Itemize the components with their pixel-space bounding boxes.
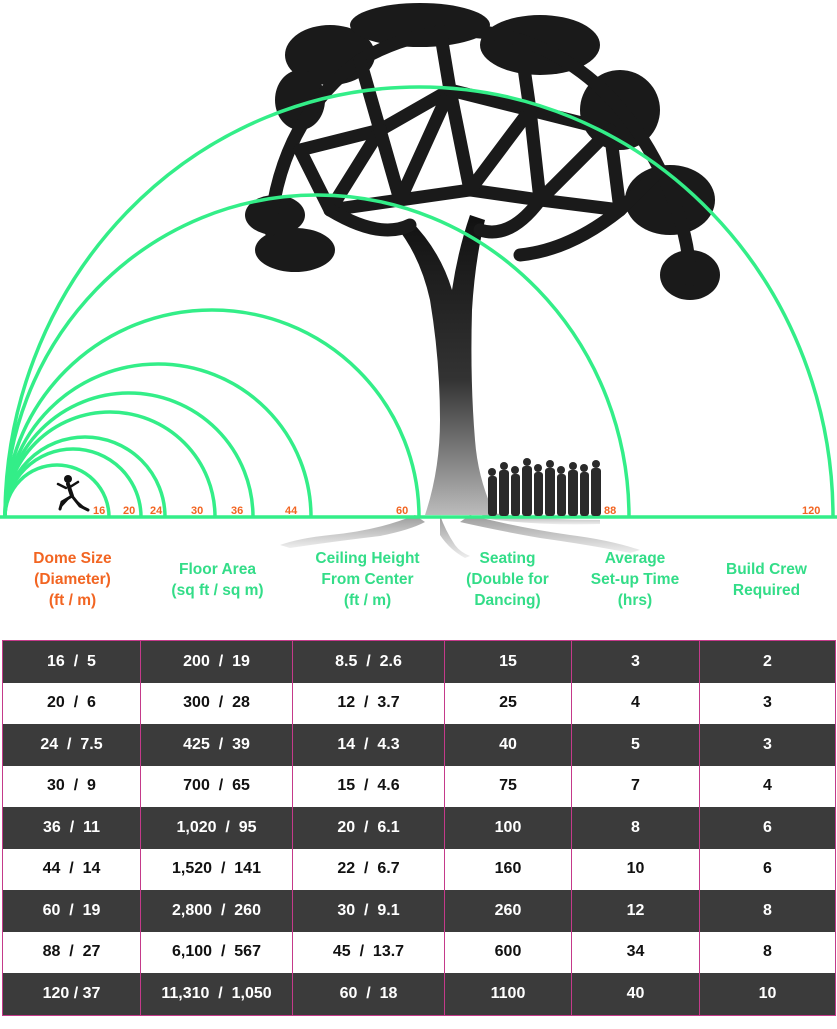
header-line: (Double for [466, 571, 549, 588]
table-cell: 34 [572, 932, 700, 974]
dome-label-30: 30 [191, 505, 204, 517]
table-cell: 24 / 7.5 [3, 724, 141, 766]
table-cell: 160 [445, 849, 572, 891]
table-cell: 6,100 / 567 [141, 932, 293, 974]
header-seating [445, 548, 570, 611]
column-headers [0, 548, 837, 628]
table-row [3, 807, 836, 849]
table-cell: 40 [572, 973, 700, 1015]
table-cell: 4 [572, 683, 700, 725]
table-cell: 10 [700, 973, 836, 1015]
running-person-silhouette [58, 475, 88, 510]
header-line: Ceiling Height [315, 550, 420, 567]
table-cell: 15 [445, 641, 572, 683]
dome-arc-30 [5, 412, 215, 517]
dome-label-20: 20 [123, 505, 136, 517]
table-cell: 44 / 14 [3, 849, 141, 891]
header-line: Set-up Time [590, 571, 680, 588]
header-line: (Diameter) [34, 571, 111, 588]
header-line: (ft / m) [343, 592, 392, 609]
table-cell: 7 [572, 766, 700, 808]
dome-specs-table [2, 640, 836, 1016]
table-row [3, 724, 836, 766]
table-cell: 30 / 9 [3, 766, 141, 808]
table-cell: 3 [700, 724, 836, 766]
header-line: Floor Area [179, 561, 256, 578]
table-cell: 88 / 27 [3, 932, 141, 974]
dome-arc-20 [5, 449, 141, 517]
header-line: Dancing) [474, 592, 541, 609]
dome-label-16: 16 [93, 505, 106, 517]
header-line: Required [732, 582, 801, 599]
header-build-crew [700, 559, 833, 601]
table-cell: 1100 [445, 973, 572, 1015]
table-cell: 16 / 5 [3, 641, 141, 683]
table-cell: 11,310 / 1,050 [141, 973, 293, 1015]
table-cell: 1,520 / 141 [141, 849, 293, 891]
table-cell: 25 [445, 683, 572, 725]
table-cell: 36 / 11 [3, 807, 141, 849]
table-cell: 3 [700, 683, 836, 725]
table-cell: 14 / 4.3 [293, 724, 445, 766]
table-cell: 15 / 4.6 [293, 766, 445, 808]
table-row [3, 890, 836, 932]
dome-label-88: 88 [604, 505, 617, 517]
header-line: (ft / m) [48, 592, 97, 609]
header-line: (hrs) [617, 592, 653, 609]
table-cell: 60 / 18 [293, 973, 445, 1015]
table-cell: 700 / 65 [141, 766, 293, 808]
header-line: Dome Size [33, 550, 112, 567]
header-floor-area [145, 559, 290, 601]
table-cell: 12 [572, 890, 700, 932]
table-cell: 100 [445, 807, 572, 849]
table-cell: 8 [700, 932, 836, 974]
header-dome-size [0, 548, 145, 611]
header-line: Seating [479, 550, 536, 567]
table-row [3, 641, 836, 683]
table-cell: 200 / 19 [141, 641, 293, 683]
crowd-silhouette [488, 458, 601, 516]
dome-label-120: 120 [802, 505, 821, 517]
table-cell: 260 [445, 890, 572, 932]
dome-label-44: 44 [285, 505, 298, 517]
table-cell: 1,020 / 95 [141, 807, 293, 849]
table-cell: 3 [572, 641, 700, 683]
table-row [3, 973, 836, 1015]
table-cell: 4 [700, 766, 836, 808]
tree-trunk [395, 215, 495, 515]
table-cell: 8.5 / 2.6 [293, 641, 445, 683]
table-cell: 75 [445, 766, 572, 808]
table-cell: 8 [572, 807, 700, 849]
table-cell: 12 / 3.7 [293, 683, 445, 725]
header-setup-time [570, 548, 700, 611]
table-cell: 600 [445, 932, 572, 974]
table-cell: 20 / 6.1 [293, 807, 445, 849]
table-row [3, 849, 836, 891]
table-cell: 2 [700, 641, 836, 683]
dome-label-60: 60 [396, 505, 409, 517]
table-row [3, 932, 836, 974]
table-cell: 10 [572, 849, 700, 891]
table-cell: 60 / 19 [3, 890, 141, 932]
table-cell: 120 / 37 [3, 973, 141, 1015]
table-row [3, 766, 836, 808]
header-line: From Center [321, 571, 414, 588]
dome-label-36: 36 [231, 505, 244, 517]
header-line: Build Crew [726, 561, 807, 578]
table-cell: 300 / 28 [141, 683, 293, 725]
table-cell: 40 [445, 724, 572, 766]
header-line: Average [604, 550, 666, 567]
table-cell: 6 [700, 849, 836, 891]
header-ceiling-height [290, 548, 445, 611]
table-cell: 22 / 6.7 [293, 849, 445, 891]
table-row [3, 683, 836, 725]
dome-specs-table-wrap [2, 640, 835, 1016]
table-cell: 8 [700, 890, 836, 932]
table-cell: 5 [572, 724, 700, 766]
table-cell: 6 [700, 807, 836, 849]
table-cell: 45 / 13.7 [293, 932, 445, 974]
table-cell: 425 / 39 [141, 724, 293, 766]
table-cell: 30 / 9.1 [293, 890, 445, 932]
dome-label-24: 24 [150, 505, 163, 517]
header-line: (sq ft / sq m) [171, 582, 264, 599]
table-cell: 2,800 / 260 [141, 890, 293, 932]
table-cell: 20 / 6 [3, 683, 141, 725]
